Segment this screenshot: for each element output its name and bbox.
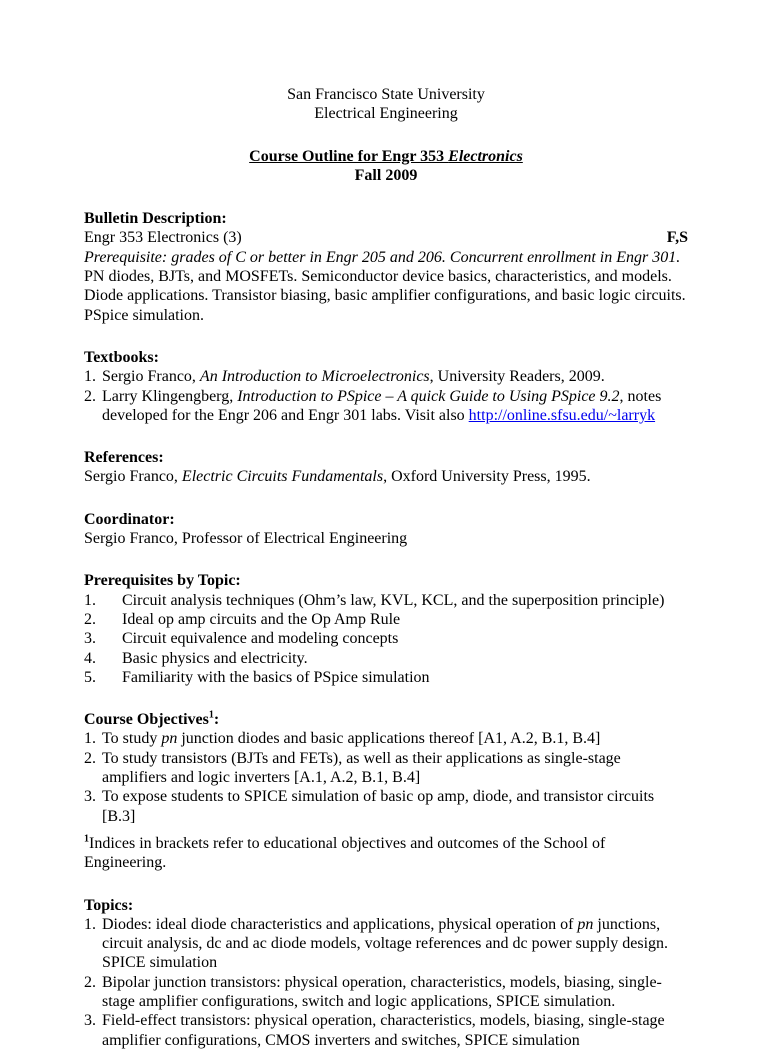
reference-publisher: , Oxford University Press, 1995. [383, 468, 591, 486]
item-number: 3. [84, 630, 96, 648]
item-text: pn [161, 730, 178, 748]
item-number: 3. [84, 1012, 96, 1030]
bulletin-course-row [84, 228, 688, 247]
item-number: 1. [84, 730, 96, 748]
topics-list [84, 915, 688, 1050]
item-text: Diodes: ideal diode characteristics and applications, physical operation of [102, 915, 578, 933]
footnote-mark: 1 [84, 833, 89, 845]
item-text: Familiarity with the basics of PSpice simulation [122, 668, 430, 686]
prereq-topics-list [84, 591, 688, 687]
list-item [84, 973, 688, 1012]
footnote [84, 834, 688, 873]
item-number: 2. [84, 749, 96, 767]
textbooks-heading: Textbooks: [84, 348, 159, 366]
item-text: junctions, circuit analysis, dc and ac diode models, voltage references and dc power supply design. SPICE simulation [102, 915, 669, 972]
department-name: Electrical Engineering [314, 105, 458, 123]
item-text: , notes developed for the Engr 206 and Engr 301 labs. Visit also [102, 387, 662, 424]
item-text: , University Readers, 2009. [429, 368, 605, 386]
bulletin-offered: F,S [666, 229, 688, 247]
item-link[interactable]: http://online.sfsu.edu/~larryk [468, 406, 656, 424]
list-item [84, 649, 688, 668]
list-item [84, 610, 688, 629]
item-text: Basic physics and electricity. [122, 649, 308, 667]
item-number: 4. [84, 649, 96, 667]
topics-heading: Topics: [84, 896, 134, 914]
prereq-topics-heading: Prerequisites by Topic: [84, 572, 241, 590]
item-text: junction diodes and basic applications thereof [A1, A.2, B.1, B.4] [177, 730, 601, 748]
references-heading: References: [84, 449, 164, 467]
item-text: Ideal op amp circuits and the Op Amp Rule [122, 610, 401, 628]
objectives-colon: : [213, 711, 220, 729]
coordinator-text: Sergio Franco, Professor of Electrical Engineering [84, 530, 408, 548]
item-text: An Introduction to Microelectronics [199, 368, 430, 386]
item-number: 2. [84, 973, 96, 991]
footnote-ref: 1 [208, 709, 214, 721]
list-item [84, 787, 688, 826]
item-number: 1. [84, 915, 96, 933]
item-text: Circuit equivalence and modeling concepts [122, 630, 399, 648]
item-text: Bipolar junction transistors: physical operation, characteristics, models, biasing, single-stage amplifier configurations, switch and logic applications, SPICE simulation. [102, 973, 662, 1010]
bulletin-prerequisite: Prerequisite: grades of C or better in Engr 205 and 206. Concurrent enrollment in Engr 301. [84, 248, 681, 266]
item-number: 5. [84, 668, 96, 686]
item-number: 2. [84, 610, 96, 628]
item-text: Larry Klingengberg, [102, 387, 238, 405]
item-text: pn [577, 915, 594, 933]
list-item [84, 1011, 688, 1050]
item-number: 1. [84, 368, 96, 386]
item-number: 3. [84, 788, 96, 806]
list-item [84, 749, 688, 788]
list-item [84, 915, 688, 973]
list-item [84, 629, 688, 648]
bulletin-description: PN diodes, BJTs, and MOSFETs. Semiconductor device basics, characteristics, and models. Diode applications. Transistor biasing, basic amplifier configurations, and basic logic circuits. PSpice simulation. [84, 268, 686, 324]
list-item [84, 729, 688, 748]
university-name: San Francisco State University [287, 86, 485, 103]
footnote-text: Indices in brackets refer to educational objectives and outcomes of the School of Engineering. [84, 834, 606, 872]
list-item [84, 387, 688, 426]
item-text: To study [102, 730, 162, 748]
reference-title: Electric Circuits Fundamentals [181, 468, 384, 486]
objectives-heading-text: Course Objectives [84, 711, 209, 729]
bulletin-course: Engr 353 Electronics (3) [84, 229, 242, 247]
item-text: To study transistors (BJTs and FETs), as well as their applications as single-stage amplifiers and logic inverters [A.1, A.2, B.1, B.4] [102, 749, 621, 787]
item-text: Circuit analysis techniques (Ohm’s law, KVL, KCL, and the superposition principle) [122, 591, 665, 609]
reference-item [84, 467, 688, 486]
objectives-list [84, 729, 688, 825]
item-number: 1. [84, 591, 96, 609]
title-italic: Electronics [448, 147, 523, 165]
textbooks-list [84, 367, 688, 425]
list-item [84, 367, 688, 386]
coordinator-heading: Coordinator: [84, 510, 175, 528]
objectives-heading [84, 710, 688, 729]
item-text: Introduction to PSpice – A quick Guide to Using PSpice 9.2 [237, 387, 620, 405]
item-number: 2. [84, 387, 96, 405]
reference-author: Sergio Franco, [84, 468, 182, 486]
bulletin-heading: Bulletin Description: [84, 210, 227, 228]
item-text: Field-effect transistors: physical operation, characteristics, models, biasing, single-stage amplifier configurations, CMOS inverters and switches, SPICE simulation [102, 1012, 665, 1049]
term: Fall 2009 [354, 166, 418, 184]
item-text: To expose students to SPICE simulation of basic op amp, diode, and transistor circuits [B.3] [102, 788, 655, 825]
item-text: Sergio Franco, [102, 368, 200, 386]
list-item [84, 668, 688, 687]
title-text: Course Outline for Engr 353 [249, 147, 449, 165]
course-title [84, 147, 688, 166]
list-item [84, 591, 688, 610]
